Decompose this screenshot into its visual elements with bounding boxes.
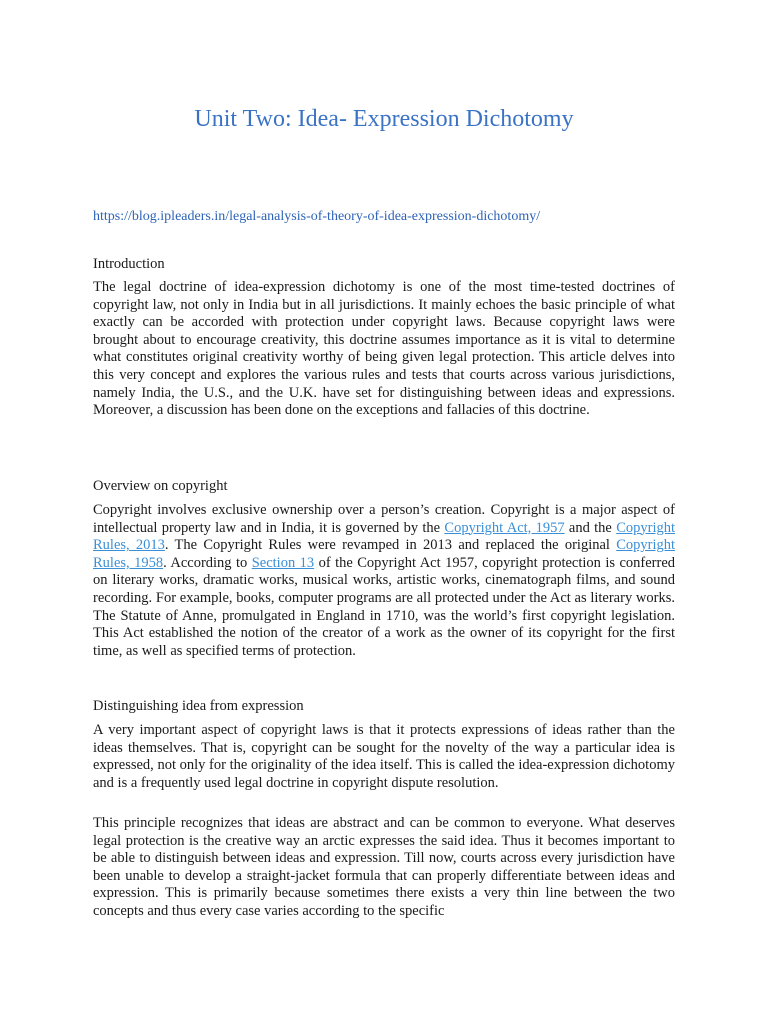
- overview-text-4: . According to: [163, 554, 252, 571]
- copyright-act-link[interactable]: Copyright Act, 1957: [444, 519, 565, 536]
- overview-heading: Overview on copyright: [93, 478, 228, 494]
- copyright-rules-1958-link[interactable]: Copyright Rules, 1958: [93, 537, 675, 571]
- distinguishing-heading: Distinguishing idea from expression: [93, 698, 304, 714]
- overview-text-3: . The Copyright Rules were revamped in 2013 and replaced the original: [164, 537, 617, 554]
- source-link[interactable]: https://blog.ipleaders.in/legal-analysis-of-theory-of-idea-expression-dichotomy/: [93, 209, 541, 224]
- copyright-rules-2013-link[interactable]: Copyright Rules, 2013: [93, 519, 675, 554]
- page-title: Unit Two: Idea- Expression Dichotomy: [194, 106, 574, 132]
- distinguishing-paragraph-1: A very important aspect of copyright laws is that it protects expressions of ideas rather than the ideas themselves. That is, copyright can be sought for the novelty of the way a particular idea is expressed, not only for the originality of the idea itself. This is called the idea-expression dichotomy and is a frequently used legal doctrine in copyright dispute resolution.: [93, 722, 675, 791]
- overview-paragraph: [93, 502, 675, 660]
- section-13-link[interactable]: Section 13: [251, 554, 315, 571]
- intro-heading: Introduction: [93, 256, 165, 272]
- overview-text-5: of the Copyright Act 1957, copyright protection is conferred on literary works, dramatic works, musical works, artistic works, cinematograph films, and sound recording. For example, books, computer programs are all protected under the Act as literary works. The Statute of Anne, promulgated in England in 1710, was the world’s first copyright legislation. This Act established the notion of the creator of a work as the owner of its copyright for the first time, as well as specified terms of protection.: [93, 554, 676, 659]
- distinguishing-paragraph-2: This principle recognizes that ideas are abstract and can be common to everyone. What deserves legal protection is the creative way an arctic expresses the said idea. Thus it becomes important to be able to distinguish between ideas and expression. Till now, courts across every jurisdiction have been unable to develop a straight-jacket formula that can properly differentiate between ideas and expression. This is primarily because sometimes there exists a very thin line between the two concepts and thus every case varies according to the specific: [93, 815, 675, 919]
- intro-paragraph: The legal doctrine of idea-expression dichotomy is one of the most time-tested doctrines of copyright law, not only in India but in all jurisdictions. It mainly echoes the basic principle of what exactly can be accorded with protection under copyright laws. Because copyright laws were brought about to encourage creativity, this doctrine assumes importance as it is vital to determine what constitutes original creativity worthy of being given legal protection. This article delves into this very concept and explores the various rules and tests that courts across various jurisdictions, namely India, the U.S., and the U.K. have set for distinguishing between ideas and expressions. Moreover, a discussion has been done on the exceptions and fallacies of this doctrine.: [93, 279, 675, 419]
- overview-text-1: Copyright involves exclusive ownership over a person’s creation. Copyright is a major aspect of intellectual property law and in India, it is governed by the: [93, 502, 675, 536]
- overview-text-2: and the: [564, 519, 617, 536]
